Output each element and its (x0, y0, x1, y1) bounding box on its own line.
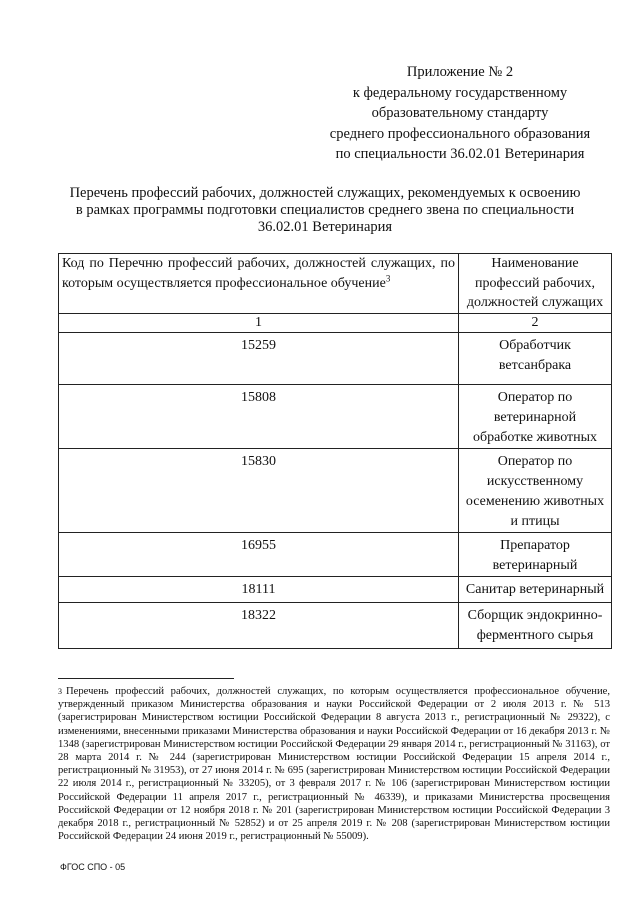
table-header-row (59, 254, 612, 314)
table-row (59, 332, 612, 384)
footnote-text: Перечень профессий рабочих, должностей служащих, по которым осуществляется профессиональное обучение, утвержденный приказом Министерства образования и науки Российской Федерации от 2 июля 2013 г. № 513 (зарегистрирован Министерством юстиции Российской Федерации 8 августа 2013 г., регистрационный № 29322), с изменениями, внесенными приказами Министерства образования и науки Российской Федерации от 16 декабря 2013 г. № 1348 (зарегистрирован Министерством юстиции Российской Федерации 29 января 2014 г., регистрационный № 31163), от 28 марта 2014 г. № 244 (зарегистрирован Министерством юстиции Российской Федерации 15 апреля 2014 г., регистрационный № 31953), от 27 июня 2014 г. № 695 (зарегистрирован Министерством юстиции Российской Федерации 22 июля 2014 г., регистрационный № 33205), от 3 февраля 2017 г. № 106 (зарегистрирован Министерством юстиции Российской Федерации 11 апреля 2017 г., регистрационный № 46339), и приказами Министерства просвещения Российской Федерации от 12 ноября 2018 г. № 201 (зарегистрирован Министерством юстиции Российской Федерации 3 декабря 2018 г., регистрационный № 52852) и от 25 апреля 2019 г. № 208 (зарегистрирован Министерством юстиции Российской Федерации 24 июня 2019 г., регистрационный № 55009). (58, 686, 610, 843)
header-name: Наименование профессий рабочих, должностей служащих (459, 254, 612, 314)
title-line: Перечень профессий рабочих, должностей служащих, рекомендуемых к освоению (69, 185, 581, 201)
table-row (59, 532, 612, 576)
footnote-ref: 3 (385, 273, 391, 284)
profession-code: 15259 (59, 332, 459, 384)
table-row (59, 576, 612, 602)
footnote-divider (58, 678, 234, 679)
profession-code: 18111 (59, 576, 459, 602)
profession-code: 16955 (59, 532, 459, 576)
column-number-row (59, 313, 612, 332)
table-row (59, 384, 612, 448)
appendix-line: среднего профессионального образования (329, 125, 591, 142)
appendix-line: Приложение № 2 (406, 64, 514, 80)
column-number: 2 (459, 313, 612, 332)
page-code: ФГОС СПО - 05 (60, 862, 126, 872)
column-number: 1 (59, 313, 459, 332)
document-title (30, 185, 620, 236)
profession-name: Препаратор ветеринарный (459, 532, 612, 576)
appendix-line: к федеральному государственному (352, 84, 568, 101)
footnote-number: 3 (58, 687, 62, 696)
profession-name: Оператор по ветеринарной обработке животных (459, 384, 612, 448)
profession-name: Сборщик эндокринно- ферментного сырья (459, 602, 612, 648)
title-line: в рамках программы подготовки специалистов среднего звена по специальности (75, 202, 575, 218)
profession-code: 15830 (59, 448, 459, 532)
table-row (59, 602, 612, 648)
professions-table (58, 253, 612, 649)
profession-name: Санитар ветеринарный (459, 576, 612, 602)
header-code: Код по Перечню профессий рабочих, должностей служащих, по которым осуществляется профессиональное обучение$^3$ (59, 254, 459, 314)
table-row (59, 448, 612, 532)
appendix-header (300, 62, 620, 165)
appendix-line: образовательному стандарту (371, 105, 549, 121)
profession-name: Оператор по искусственному осеменению животных и птицы (459, 448, 612, 532)
title-line: 36.02.01 Ветеринария (257, 219, 393, 235)
footnote (58, 685, 610, 843)
profession-code: 18322 (59, 602, 459, 648)
profession-code: 15808 (59, 384, 459, 448)
profession-name: Обработчик ветсанбрака (459, 332, 612, 384)
appendix-line: по специальности 36.02.01 Ветеринария (335, 146, 585, 162)
